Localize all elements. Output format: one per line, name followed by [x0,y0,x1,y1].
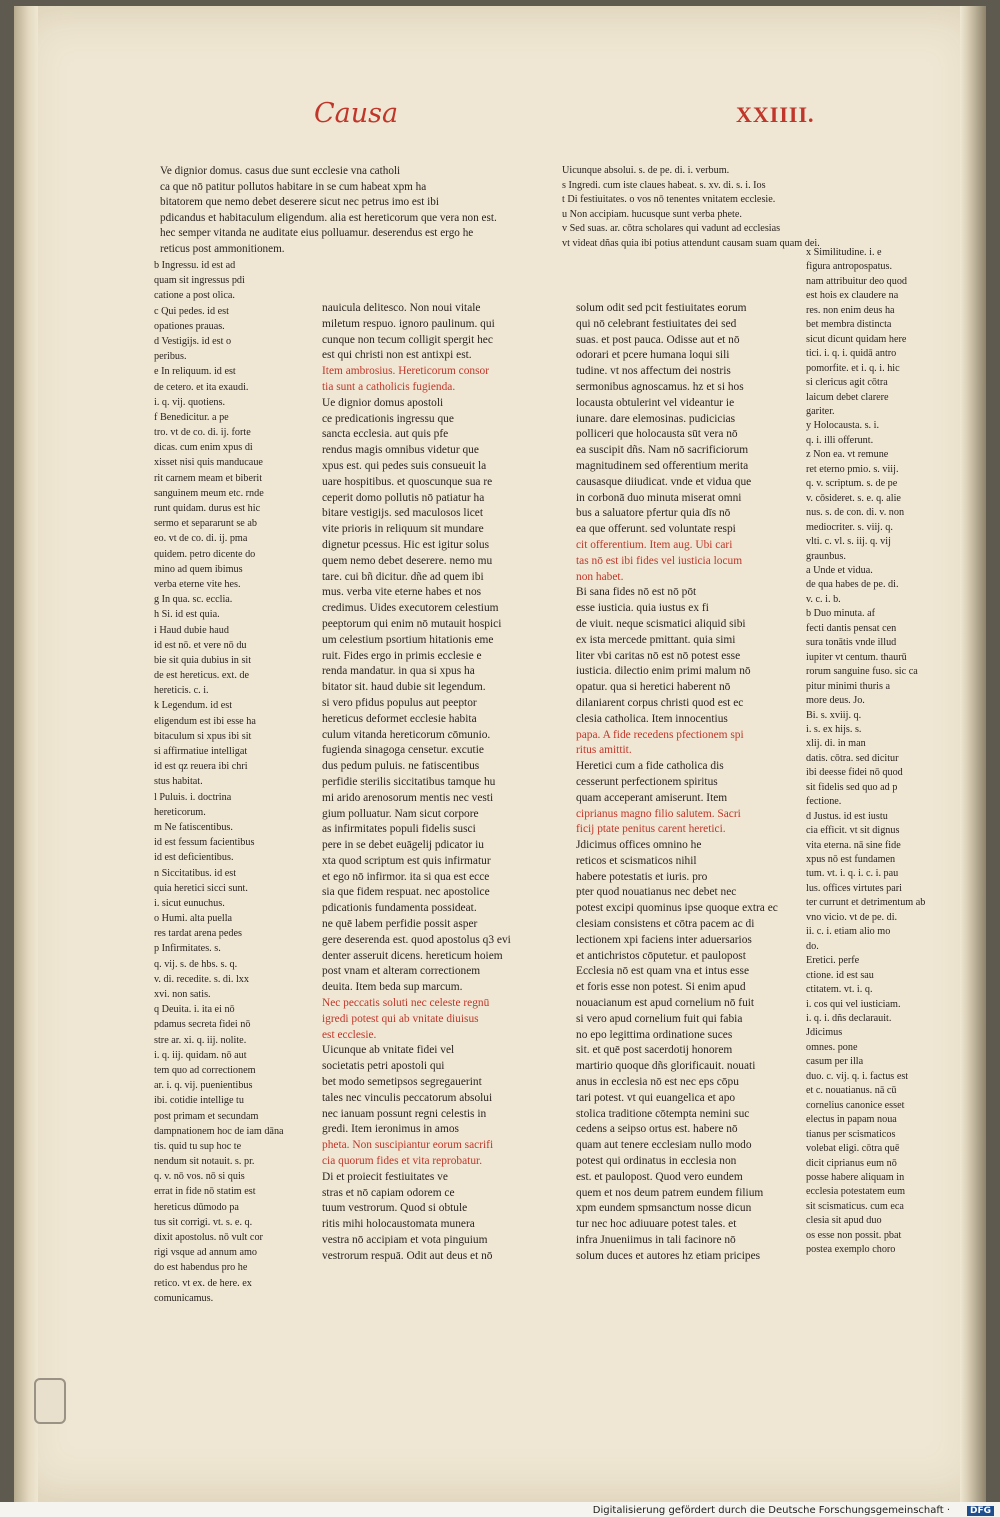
text-line: tas nō est ibi fides vel iusticia locum [576,554,743,567]
text-line: quam acceperant amiserunt. Item [576,791,728,804]
text-line: sanguinem meum etc. rnde [154,487,264,499]
text-line: vestra nō accipiam et vota pinguium [322,1234,488,1247]
text-line: rendus magis omnibus videtur que [322,444,479,457]
text-line: ii. c. i. etiam alio mo [806,926,891,938]
text-line: quem nemo debet deserere. nemo mu [322,554,493,567]
text-line: mino ad quem ibimus [154,563,243,575]
text-line: tare. cui bñ dicitur. dñe ad quem ibi [322,570,484,583]
text-line: bitare vestigijs. sed maculosos licet [322,507,484,520]
text-line: runt quidam. durus est hic [154,503,261,514]
text-line: potest excipi quominus ipse quoque extra ec [576,902,778,915]
text-line: est hois ex claudere na [806,290,899,302]
text-line: xlij. di. in man [806,738,866,750]
footer-credit: Digitalisierung gefördert durch die Deutsche Forschungsgemeinschaft · [592,1505,950,1516]
text-line: b Duo minuta. af [806,608,876,620]
text-line: pitur minimi thuris a [806,680,891,692]
text-line: tianus per scismaticos [806,1128,896,1140]
text-line: hereticus dūmodo pa [154,1201,239,1213]
page-tab-marker [34,1378,66,1424]
text-line: vlti. c. vl. s. iij. q. vij [806,536,891,548]
text-line: os esse non possit. pbat [806,1229,902,1241]
text-line: liter vbi caritas nō est nō potest esse [576,649,741,662]
text-line: opatur. qua si heretici haberent nō [576,681,731,694]
text-line: non habet. [576,570,624,583]
text-line: duo. c. vij. q. i. factus est [806,1070,909,1082]
text-line: b Ingressu. id est ad [154,260,236,271]
text-line: sermo et separarunt se ab [154,518,257,530]
text-line: q. vij. s. de hbs. s. q. [154,958,238,970]
text-line: g In qua. sc. ecclia. [154,594,233,606]
text-line: cia quorum fides et vita reprobatur. [322,1155,483,1168]
text-line: as infirmitates populi fidelis susci [322,823,476,836]
text-line: pdicationis fundamenta possideat. [322,902,477,915]
text-line: bie sit quia dubius in sit [154,654,252,666]
text-line: laicum debet clarere [806,391,889,403]
page-edge-right [960,6,986,1502]
text-line: deuita. Item beda sup marcum. [322,981,463,994]
text-line: postea exemplo choro [806,1244,896,1256]
text-line: o Humi. alta puella [154,913,233,925]
text-line: dignetur pcessus. Hic est igitur solus [322,538,490,551]
text-line: denter asseruit dicens. hereticum hoiem [322,949,503,962]
text-line: do est habendus pro he [154,1262,248,1274]
text-line: v Sed suas. ar. cōtra scholares qui vadunt ad ecclesias [562,223,781,235]
text-line: Heretici cum a fide catholica dis [576,760,724,773]
text-line: tia sunt a catholicis fugienda. [322,380,456,393]
text-line: est qui christi non est antixpi est. [322,349,472,362]
text-line: a Unde et vidua. [806,564,873,576]
text-line: cesserunt perfectionem spiritus [576,775,718,788]
text-line: pter quod nouatianus nec debet nec [576,886,737,899]
text-line: id est deficientibus. [154,852,234,864]
text-line: si vero pfidus populus aut peeptor [322,696,477,709]
text-line: Di et proiecit festiuitates ve [322,1170,448,1183]
footer-bar [0,1502,1000,1517]
text-line: ce predicationis ingressu que [322,412,454,425]
text-line: hereticis. c. i. [154,685,209,697]
text-column-a [322,301,552,1265]
text-line: locausta obtulerint vel videantur ie [576,396,735,409]
text-line: de cetero. et ita exaudi. [154,381,249,393]
text-line: tuum vestrorum. Quod si obtule [322,1202,468,1215]
text-line: anus in ecclesia nō est nec eps cōpu [576,1076,739,1089]
text-line: res tardat arena pedes [154,928,242,940]
text-line: qui nō celebrant festiuitates dei sed [576,317,737,330]
text-line: q. v. scriptum. s. de pe [806,478,898,490]
text-line: i. s. ex hijs. s. [806,723,862,735]
text-line: nec ianuam possunt regni celestis in [322,1107,487,1120]
text-line: n Siccitatibus. id est [154,867,237,879]
text-line: sermonibus agnoscamus. hz et si hos [576,380,744,393]
text-line: ibi deesse fidei nō quod [806,767,903,779]
text-line: eo. vt de co. di. ij. pma [154,533,248,545]
text-line: in corbonā duo minuta miserat omni [576,491,742,504]
text-line: um celestium psortium hitationis eme [322,633,494,646]
text-line: m Ne fatiscentibus. [154,821,233,833]
text-line: volebat eligi. cōtra quē [806,1143,900,1155]
text-line: d Vestigijs. id est o [154,335,232,347]
dfg-logo: DFG [967,1506,994,1516]
text-line: lectionem xpi faciens inter aduersarios [576,933,752,946]
text-line: v. di. recedite. s. di. lxx [154,973,249,985]
text-line: Eretici. perfe [806,955,860,967]
text-line: Ue dignior domus apostoli [322,396,444,409]
text-line: dilaniarent corpus christi quod est ec [576,696,744,709]
text-line: ibi. cotidie intellige tu [154,1095,244,1107]
text-line: figura antropospatus. [806,261,893,273]
text-line: dampnationem hoc de iam dāna [154,1125,284,1137]
text-line: stolica traditione cōtempta nemini suc [576,1107,750,1120]
running-head-title: Causa [314,98,399,129]
text-line: vno vicio. vt de pe. di. [806,911,898,923]
text-line: nendum sit notauit. s. pr. [154,1156,255,1168]
text-line: fecti dantis pensat cen [806,622,897,634]
text-line: sicut dicunt quidam here [806,333,907,345]
text-line: iupiter vt centum. thaurū [806,651,907,663]
text-line: Bi. s. xviij. q. [806,709,862,721]
text-line: bitaculum si xpus ibi sit [154,730,252,742]
text-line: ficij ptate penitus carent heretici. [576,823,726,836]
text-line: credimus. Uides executorem celestium [322,602,499,615]
text-line: est. et paulopost. Quod vero eundem [576,1170,743,1183]
text-line: tudine. vt nos affectum dei nostris [576,365,731,378]
text-line: q Deuita. i. ita ei nō [154,1004,235,1016]
text-line: clesiam consistens et cōtra pacem ac di [576,918,755,931]
text-line: i Haud dubie haud [154,624,229,636]
text-line: retico. vt ex. de here. ex [154,1277,252,1289]
text-line: reticus post ammonitionem. [160,242,285,255]
text-line: esse iusticia. quia iustus ex fi [576,602,709,615]
text-line: stre ar. xi. q. iij. nolite. [154,1034,247,1046]
text-line: hec semper vitanda ne auditate eius polluamur. deserendus est ergo he [160,227,474,240]
text-line: tem quo ad correctionem [154,1064,256,1076]
text-line: tro. vt de co. di. ij. forte [154,427,251,439]
text-line: gredi. Item ieronimus in amos [322,1123,459,1136]
text-line: de qua habes de pe. di. [806,579,899,591]
text-line: do. [806,940,819,952]
text-line: nouacianum est apud cornelium nō fuit [576,997,755,1010]
text-line: tici. i. q. i. quidā antro [806,348,897,360]
text-line: tales nec vinculis peccatorum absolui [322,1091,493,1104]
text-line: comunicamus. [154,1292,214,1304]
text-line: peeptorum qui enim nō mutauit hospici [322,617,502,630]
text-line: no epo legittima ordinatione suces [576,1028,733,1041]
text-line: ret eterno pmio. s. viij. [806,463,899,475]
text-line: dicas. cum enim xpus di [154,442,253,454]
text-line: ter currunt et detrimentum ab [806,897,926,909]
text-line: habere potestatis et iuris. pro [576,870,708,883]
text-line: ca que nō patitur pollutos habitare in se cum habeat xpm ha [160,180,427,193]
text-line: renda mandatur. in qua si xpus ha [322,665,475,678]
text-line: mi arido arenosorum mentis nec vesti [322,791,494,804]
text-line: i. sicut eunuchus. [154,897,225,909]
text-line: xta quod scriptum est quis infirmatur [322,854,491,867]
text-line: h Si. id est quia. [154,609,220,621]
text-line: fugienda sinagoga censetur. excutie [322,744,484,757]
text-line: xvi. non satis. [154,989,211,1000]
text-line: dixit apostolus. nō vult cor [154,1232,263,1243]
text-column-b [576,301,804,1265]
text-line: q. v. nō vos. nō si quis [154,1171,245,1183]
text-line: catione a post olica. [154,290,235,302]
text-line: xpus nō est fundamen [806,854,896,866]
text-line: ctitatem. vt. i. q. [806,984,873,996]
text-line: miletum respuo. ignoro paulinum. qui [322,317,495,330]
text-line: xpus est. qui pedes suis consueuit la [322,459,487,472]
text-line: mus. verba vite eterne habes et nos [322,586,482,599]
text-line: nauicula delitesco. Non noui vitale [322,302,481,314]
text-line: lus. offices virtutes pari [806,882,903,894]
text-line: id est qz reuera ibi chri [154,761,248,773]
text-line: infra Jnueniimus in tali facinore nō [576,1234,736,1247]
text-line: cunque non tecum colligit spergit hec [322,333,493,346]
text-line: quem et nos deum patrem eundem filium [576,1186,764,1199]
text-line: sit. et quē post sacerdotij honorem [576,1044,733,1057]
gloss-top-left [160,164,540,258]
text-line: y Holocausta. s. i. [806,420,879,432]
text-line: pdamus secreta fidei nō [154,1019,251,1031]
text-line: i. q. iij. quidam. nō aut [154,1049,247,1061]
text-line: odorari et pcere humana loqui sili [576,349,730,362]
text-line: et ego nō infirmor. ita si qua est ecce [322,870,490,883]
text-line: gere deserenda est. quod apostolus q3 evi [322,933,511,946]
text-line: u Non accipiam. hucusque sunt verba phete. [562,208,742,220]
text-line: opationes prauas. [154,320,225,332]
text-line: xpm eundem spmsanctum nosse dicun [576,1202,752,1215]
text-line: bitatorem que nemo debet deserere sicut nec petrus imo est ibi [160,196,439,209]
text-line: nus. s. de con. di. v. non [806,507,905,519]
text-line: magnitudinem sed offerentium merita [576,459,749,472]
text-line: causasque diiudicat. vnde et vidua que [576,475,752,488]
text-line: id est fessum facientibus [154,837,255,849]
text-line: i. q. i. dñs declarauit. [806,1013,892,1025]
text-line: c Qui pedes. id est [154,305,229,317]
text-line: post primam et secundam [154,1110,259,1122]
text-line: si clericus agit cōtra [806,377,888,389]
text-line: dus pedum puluis. ne fatiscentibus [322,760,480,773]
gloss-right-column [806,246,954,1258]
text-line: z Non ea. vt remune [806,449,889,461]
text-line: pdicandus et habitaculum eligendum. alia est hereticorum que vera non est. [160,211,497,224]
text-line: vita eterna. nā sine fide [806,839,901,851]
text-line: more deus. Jo. [806,695,865,707]
text-line: sia que fidem respuat. nec apostolice [322,886,490,899]
text-line: peribus. [154,351,187,363]
text-line: ritus amittit. [576,744,632,757]
text-line: casum per illa [806,1056,864,1068]
text-line: p Infirmitates. s. [154,943,221,955]
text-line: ecclesia potestatem eum [806,1186,905,1198]
text-line: sura tonātis vnde illud [806,637,897,649]
text-line: fectione. [806,796,842,808]
text-line: et c. nouatianus. nā cū [806,1085,897,1097]
text-line: sit scismaticus. cum eca [806,1200,904,1212]
text-line: est ecclesie. [322,1028,377,1041]
text-line: dicit ciprianus eum nō [806,1157,897,1169]
text-line: tus sit corrigi. vt. s. e. q. [154,1216,253,1228]
text-line: ritis mihi holocaustomata munera [322,1218,475,1231]
text-line: culum vitanda hereticorum cōmunio. [322,728,491,741]
text-line: quidem. petro dicente do [154,548,256,560]
text-line: Ecclesia nō est quam vna et intus esse [576,965,750,978]
text-line: l Puluis. i. doctrina [154,791,232,803]
text-line: tur nec hoc adiuuare potest tales. et [576,1218,737,1231]
text-line: Nec peccatis soluti nec celeste regnū [322,997,490,1010]
text-line: omnes. pone [806,1041,858,1053]
text-line: Uicunque ab vnitate fidei vel [322,1044,455,1057]
text-line: bet modo semetipsos segregauerint [322,1076,482,1089]
text-line: ne quē labem perfidie possit asper [322,918,478,931]
text-line: i. q. vij. quotiens. [154,396,226,408]
text-line: k Legendum. id est [154,700,233,712]
text-line: bet membra distincta [806,319,892,331]
text-line: ciprianus magno filio salutem. Sacri [576,807,741,820]
text-line: et foris esse non potest. Si enim apud [576,981,746,994]
text-line: verba eterne vite hes. [154,578,241,590]
text-line: rigi vsque ad annum amo [154,1247,257,1259]
text-line: stras et nō capiam odorem ce [322,1186,455,1199]
text-line: tari potest. vt qui euangelica et apo [576,1091,736,1104]
text-line: ea suscipit dñs. Nam nō sacrificiorum [576,444,749,457]
text-line: sancta ecclesia. aut quis pfe [322,428,449,441]
text-line: societatis petri apostoli qui [322,1060,445,1073]
text-line: suas. et post pauca. Odisse aut et nō [576,333,740,346]
text-line: sit fidelis sed quo ad p [806,781,898,793]
text-line: gariter. [806,405,835,417]
page-gutter-left [14,6,38,1502]
text-line: x Similitudine. i. e [806,247,882,258]
text-line: ceperit domo pollutis nō patiatur ha [322,491,485,504]
text-line: de viuit. neque scismatici aliquid sibi [576,617,746,630]
text-line: cit offerentium. Item aug. Ubi cari [576,538,733,551]
text-line: ea que offerunt. sed voluntate respi [576,523,736,536]
text-line: rit carnem meam et biberit [154,472,263,484]
gloss-left-column [154,258,300,1306]
text-line: cedens a seipso ortus est. habere nō [576,1123,738,1136]
running-head-number: XXIIII. [736,102,815,127]
text-line: solum duces et autores hz etiam pricipes [576,1249,761,1262]
text-line: solum odit sed pcit festiuitates eorum [576,302,747,314]
text-line: posse habere aliquam in [806,1172,905,1183]
text-line: v. c. i. b. [806,593,841,605]
text-line: Item ambrosius. Hereticorum consor [322,365,490,378]
text-line: si affirmatiue intelligat [154,746,248,757]
text-line: d Justus. id est iustu [806,810,888,822]
text-line: t Di festiuitates. o vos nō tenentes vnitatem ecclesie. [562,194,776,206]
text-line: s Ingredi. cum iste claues habeat. s. xv. di. s. i. Ios [562,179,766,191]
text-line: bus a saluatore pfertur quia dīs nō [576,507,731,520]
text-line: mediocriter. s. viij. q. [806,521,893,533]
text-line: stus habitat. [154,776,203,788]
text-line: pomorfite. et i. q. i. hic [806,362,900,374]
text-line: hereticus deformet ecclesie habita [322,712,477,725]
text-line: cia efficit. vt sit dignus [806,825,900,837]
text-line: v. cōsideret. s. e. q. alie [806,492,901,504]
text-line: clesia sit apud duo [806,1215,882,1227]
text-line: nam attribuitur deo quod [806,275,908,287]
text-line: i. cos qui vel iusticiam. [806,998,901,1010]
text-line: Jdicimus [806,1027,843,1039]
text-line: eligendum est ibi esse ha [154,715,256,727]
text-line: de est hereticus. ext. de [154,670,250,682]
text-line: et antichristos cōputetur. et paulopost [576,949,746,962]
text-line: perfidie sterilis siccitatibus tamque hu [322,775,496,788]
text-line: martirio quoque dñs glorificauit. nouati [576,1060,756,1073]
text-line: pheta. Non suscipiantur eorum sacrifi [322,1139,494,1152]
text-line: q. i. illi offerunt. [806,434,874,446]
text-line: ar. i. q. vij. puenientibus [154,1080,253,1092]
text-line: electus in papam noua [806,1114,897,1126]
text-line: igredi potest qui ab vnitate diuisus [322,1012,479,1025]
text-line: errat in fide nō statim est [154,1186,256,1198]
text-line: Ve dignior domus. casus due sunt ecclesie vna catholi [160,165,401,177]
text-line: reticos et scismaticos nihil [576,854,697,867]
text-line: Bi sana fides nō est nō pōt [576,586,697,599]
text-line: uare hospitibus. et quoscunque sua re [322,475,493,488]
text-line: papa. A fide recedens pfectionem spi [576,728,744,741]
text-line: hereticorum. [154,806,206,818]
text-line: clesia catholica. Item innocentius [576,712,728,725]
text-line: ctione. id est sau [806,969,874,981]
gloss-top-right [562,164,947,252]
text-line: Uicunque absolui. s. de pe. di. i. verbum. [562,165,730,176]
text-line: pere in se debet euāgelij pdicator iu [322,839,484,852]
text-line: vestrorum respuā. Odit aut deus et nō [322,1249,493,1262]
text-line: id est nō. et vere nō du [154,639,247,651]
text-line: vite prioris in reliquum sit mundare [322,523,484,536]
text-line: iusticia. dilectio enim primi malum nō [576,665,751,678]
text-line: si vero apud cornelium fuit qui fabia [576,1012,743,1025]
text-line: f Benedicitur. a pe [154,411,229,423]
text-line: potest qui ordinatus in ecclesia non [576,1155,737,1168]
text-line: graunbus. [806,550,846,562]
text-line: tum. vt. i. q. i. c. i. pau [806,868,899,880]
text-line: e In reliquum. id est [154,366,236,378]
text-line: gium polluatur. Nam sicut corpore [322,807,479,820]
text-line: iunare. dare elemosinas. pudicicias [576,412,736,425]
text-line: post vnam et alteram correctionem [322,965,481,978]
text-line: quam aut tenere ecclesiam nullo modo [576,1139,752,1152]
text-line: polliceri que holocausta sūt vera nō [576,428,738,441]
text-line: bitator sit. haud dubie sit legendum. [322,681,486,694]
text-line: cornelius canonice esset [806,1099,905,1111]
text-line: xisset nisi quis manducaue [154,457,263,469]
text-line: quam sit ingressus pdi [154,275,245,287]
text-line: vt videat dñas quia ibi potius attendunt causam suam quam dei. [562,237,820,249]
text-line: quia heretici sicci sunt. [154,882,248,894]
text-line: ruit. Fides ergo in primis ecclesie e [322,649,482,662]
text-line: rorum sanguine fuso. sic ca [806,666,918,678]
book-page [14,6,986,1502]
text-line: res. non enim deus ha [806,304,895,316]
text-line: tis. quid tu sup hoc te [154,1140,242,1152]
text-line: datis. cōtra. sed dicitur [806,752,899,764]
text-line: ex ista mercede pmittant. quia simi [576,633,736,646]
text-line: Jdicimus offices omnino he [576,839,702,852]
